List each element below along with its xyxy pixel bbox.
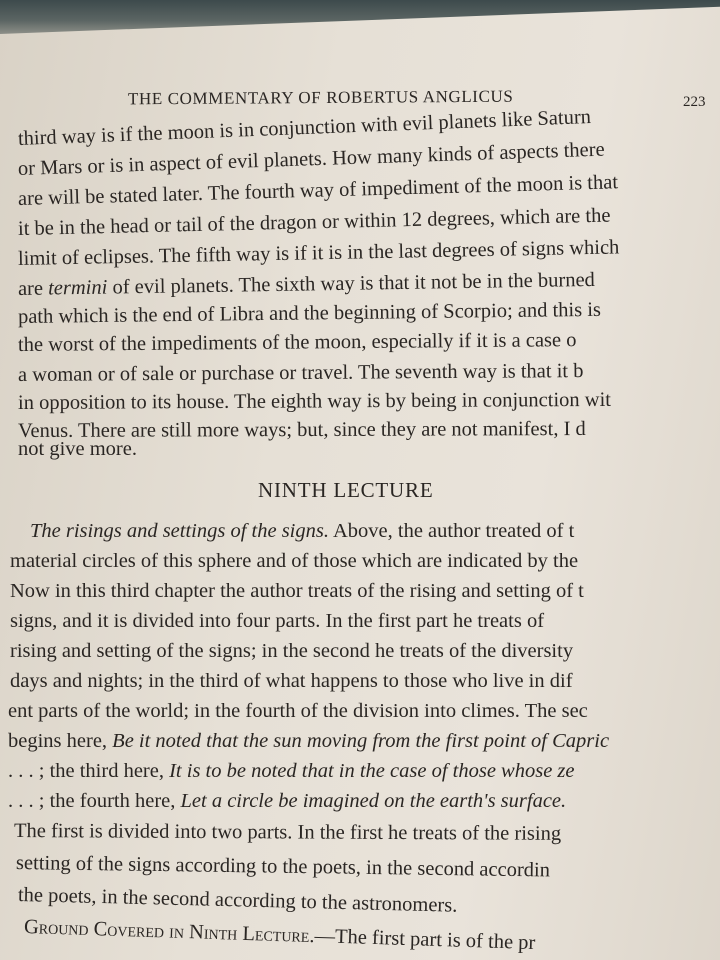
- text-segment: Venus. There are still more ways; but, since they are not manifest, I d: [17, 418, 586, 442]
- italic-text: Be it noted that the sun moving from the first point of Capric: [112, 730, 610, 752]
- text-segment: Now in this third chapter the author treats of the rising and setting of t: [10, 580, 584, 602]
- text-segment: The first is divided into two parts. In the first he treats of the rising: [13, 820, 562, 845]
- text-line: [10, 640, 573, 663]
- text-line: [18, 205, 611, 241]
- text-segment: setting of the signs according to the poets, in the second accordin: [15, 852, 551, 882]
- text-line: [10, 550, 578, 573]
- section-heading: NINTH LECTURE: [258, 478, 434, 502]
- page-number: 223: [683, 94, 706, 110]
- text-segment: signs, and it is divided into four parts. In the first part he treats of: [10, 610, 545, 632]
- text-segment: ent parts of the world; in the fourth of the division into climes. The sec: [8, 700, 588, 722]
- running-head: THE COMMENTARY OF ROBERTUS ANGLICUS: [127, 86, 514, 109]
- text-segment: limit of eclipses. The fifth way is if it is in the last degrees of signs which: [17, 236, 620, 270]
- italic-text: The risings and settings of the signs.: [30, 520, 329, 542]
- background-strip: [0, 0, 720, 34]
- text-segment: .—The first part is of the pr: [309, 924, 536, 955]
- text-line: [18, 329, 577, 357]
- text-line: [8, 760, 575, 783]
- text-segment: a woman or of sale or purchase or travel. The seventh way is that it b: [17, 360, 584, 386]
- text-line: [18, 389, 611, 415]
- text-segment: or Mars or is in aspect of evil planets. How many kinds of aspects there: [17, 138, 605, 180]
- text-line: [8, 790, 566, 813]
- text-line: [16, 852, 550, 882]
- text-line: [18, 269, 595, 301]
- text-segment: begins here,: [8, 730, 113, 752]
- text-segment: the poets, in the second according to the astronomers.: [17, 884, 458, 917]
- text-line: [14, 820, 561, 846]
- text-line: [10, 670, 573, 693]
- text-segment: rising and setting of the signs; in the second he treats of the diversity: [10, 640, 574, 662]
- text-segment: are: [17, 277, 49, 300]
- text-segment: it be in the head or tail of the dragon or within 12 degrees, which are the: [17, 204, 611, 240]
- text-segment: Ground Covered in Ninth Lecture: [23, 916, 310, 947]
- text-segment: in opposition to its house. The eighth way is by being in conjunction wit: [17, 388, 612, 414]
- text-line: [8, 730, 609, 753]
- text-segment: of evil planets. The sixth way is that it not be in the burned: [107, 268, 596, 299]
- text-line: [8, 700, 588, 723]
- text-line: [18, 236, 620, 271]
- text-line: [18, 438, 137, 461]
- text-line: [18, 360, 584, 387]
- text-segment: not give more.: [18, 438, 137, 460]
- italic-text: Let a circle be imagined on the earth's surface.: [180, 790, 567, 812]
- text-segment: Above, the author treated of t: [328, 520, 575, 542]
- text-segment: days and nights; in the third of what happens to those who live in dif: [10, 670, 573, 692]
- text-line: [18, 884, 458, 918]
- text-line: [18, 299, 601, 329]
- text-line: [24, 916, 536, 955]
- text-segment: . . . ; the fourth here,: [8, 790, 181, 812]
- text-line: [30, 520, 574, 543]
- text-line: [10, 580, 584, 603]
- text-segment: . . . ; the third here,: [8, 760, 170, 782]
- italic-text: It is to be noted that in the case of those whose ze: [169, 760, 575, 782]
- text-segment: path which is the end of Libra and the beginning of Scorpio; and this is: [17, 298, 602, 328]
- text-line: [10, 610, 544, 633]
- text-segment: are will be stated later. The fourth way of impediment of the moon is that: [17, 171, 619, 210]
- text-segment: material circles of this sphere and of those which are indicated by the: [10, 550, 579, 572]
- text-segment: the worst of the impediments of the moon, especially if it is a case o: [17, 329, 577, 356]
- italic-text: termini: [47, 276, 108, 300]
- text-segment: third way is if the moon is in conjunction with evil planets like Saturn: [17, 105, 592, 150]
